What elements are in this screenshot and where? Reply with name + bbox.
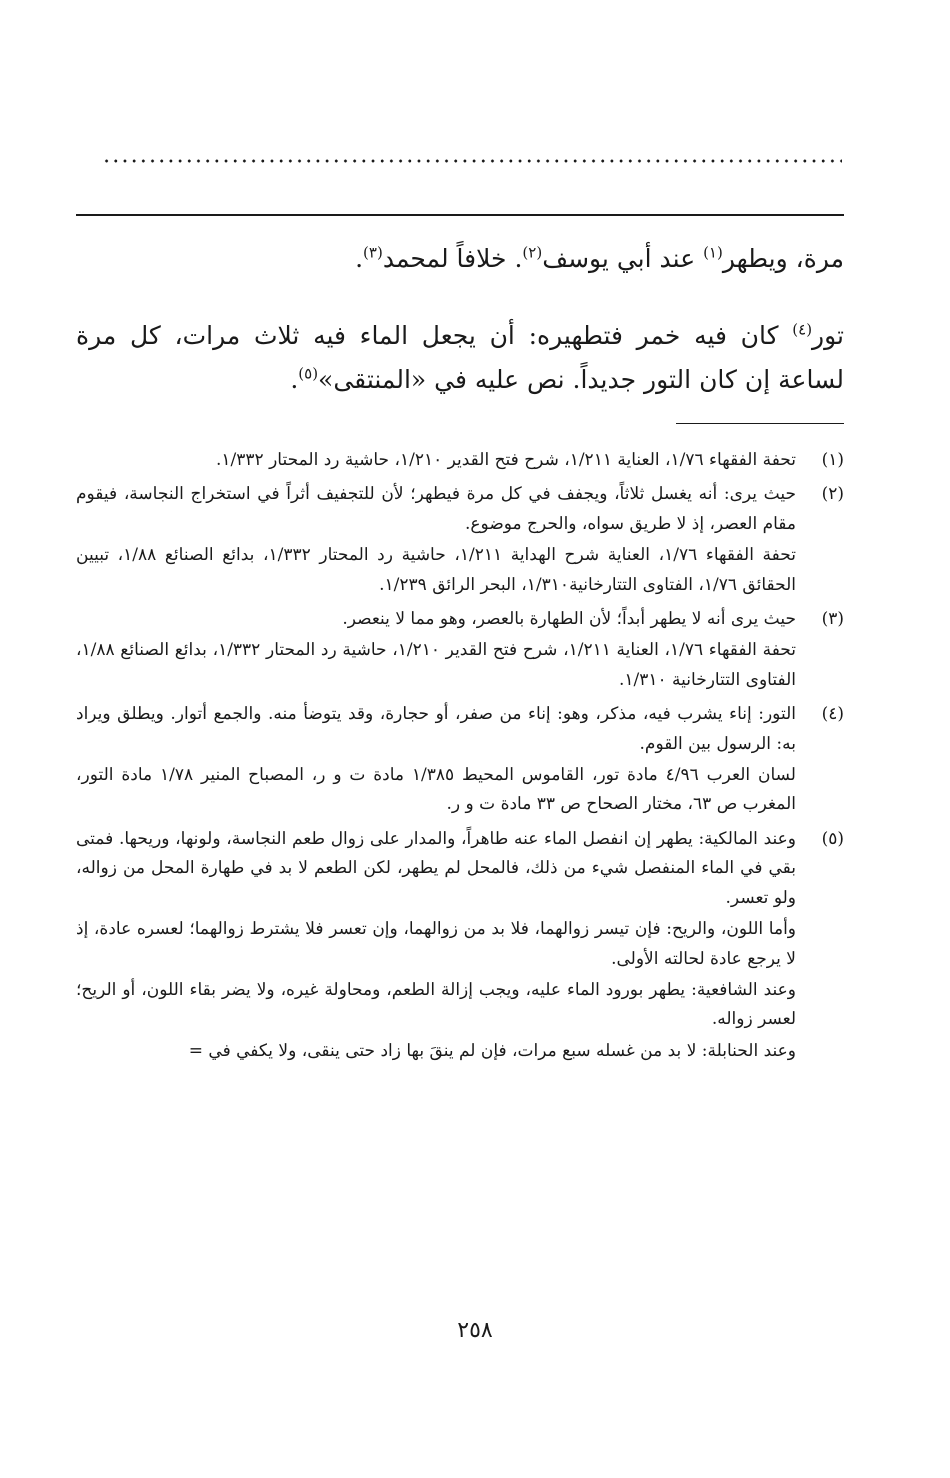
footnote [76,605,844,695]
main-text-segment: كان فيه خمر فتطهيره: أن يجعل الماء فيه ثلاث مرات، كل مرة لساعة إن كان التور جديداً. نص عليه في «المنتقى» [76,321,844,394]
footnote [76,825,844,1066]
main-text-segment: مرة، ويطهر [722,244,844,273]
footnote-ref: (١) [703,243,723,262]
footnote-number: (٢) [821,484,844,505]
footnote-paragraph: وعند المالكية: يطهر إن انفصل الماء عنه طاهراً، والمدار على زوال طعم النجاسة، ولونها، وريحها. فمتى بقي في الماء المنفصل شيء من ذلك، فالمحل لم يطهر، لكن الطعم لا بد في طهارة المحل من زواله، ولو تعسر. [76,828,796,908]
footnote [76,480,844,600]
footnote-paragraph: التور: إناء يشرب فيه، مذكر، وهو: إناء من صفر، أو حجارة، وقد يتوضأ منه. والجمع أتوار. ويطلق ويراد به: الرسول بين القوم. [76,704,796,754]
footnote [76,446,844,475]
main-text-segment: عند أبي يوسف [542,244,704,273]
footnote-paragraph: تحفة الفقهاء ١/٧٦، العناية ١/٢١١، شرح فتح القدير ١/٢١٠، حاشية رد المحتار ١/٣٣٢. [216,450,796,470]
footnote-ref: (٣) [363,243,383,262]
main-paragraph-1 [76,237,844,281]
footnote-ref: (٤) [792,320,813,339]
footnote-separator [676,423,844,424]
main-text-segment: تور [812,321,844,350]
footnote-paragraph: حيث يرى أنه لا يطهر أبداً؛ لأن الطهارة بالعصر، وهو مما لا ينعصر. [342,609,796,630]
footnote-number: (٤) [821,704,844,725]
footnote-paragraph: وعند الحنابلة: لا بد من غسله سبع مرات، فإن لم ينقَ بها زاد حتى ينقى، ولا يكفي في = [188,1040,796,1061]
footnote-number: (١) [821,450,844,470]
main-text-segment: . [290,365,299,394]
footnotes-section [76,446,844,1071]
footnote [76,700,844,820]
top-horizontal-rule [76,214,844,216]
footnote-paragraph: حيث يرى: أنه يغسل ثلاثاً، ويجفف في كل مرة فيطهر؛ لأن للتجفيف أثراً في استخراج النجاسة، فيقوم مقام العصر، إذ لا طريق سواه، والحرج موضوع. [76,484,796,534]
footnote-number: (٣) [821,609,844,630]
footnote-number: (٥) [821,828,844,849]
ellipsis-dotted-line [102,158,842,164]
footnote-paragraph: لسان العرب ٤/٩٦ مادة تور، القاموس المحيط ١/٣٨٥ مادة ت و ر، المصباح المنير ١/٧٨ مادة التور، المغرب ص ٦٣، مختار الصحاح ص ٣٣ مادة ت و ر. [76,765,796,815]
main-paragraph-2 [76,314,844,402]
footnote-paragraph: وعند الشافعية: يطهر بورود الماء عليه، ويجب إزالة الطعم، ومحاولة غيره، ولا يضر بقاء اللون، أو الريح؛ لعسر زواله. [76,979,796,1030]
footnote-ref: (٢) [522,243,543,262]
footnote-paragraph: تحفة الفقهاء ١/٧٦، العناية شرح الهداية ١/٢١١، حاشية رد المحتار ١/٣٣٢، بدائع الصنائع ١/٨٨، تبيين الحقائق ١/٧٦، الفتاوى التتارخانية١/٣١٠، البحر الرائق ١/٢٣٩. [76,545,796,595]
footnote-paragraph: وأما اللون، والريح: فإن تيسر زوالهما، فلا بد من زوالهما، وإن تعسر فلا يشترط زوالهما؛ لعسره عادة، إذ لا يرجع عادة لحالته الأولى. [76,919,796,969]
footnote-ref: (٥) [298,364,319,383]
main-text-segment: . [355,244,364,273]
footnote-paragraph: تحفة الفقهاء ١/٧٦، العناية ١/٢١١، شرح فتح القدير ١/٢١٠، حاشية رد المحتار ١/٣٣٢، بدائع الصنائع ١/٨٨، الفتاوى التتارخانية ١/٣١٠. [76,640,797,690]
main-text-segment: . خلافاً لمحمد [382,244,523,273]
page-number: ٢٥٨ [457,1318,493,1343]
